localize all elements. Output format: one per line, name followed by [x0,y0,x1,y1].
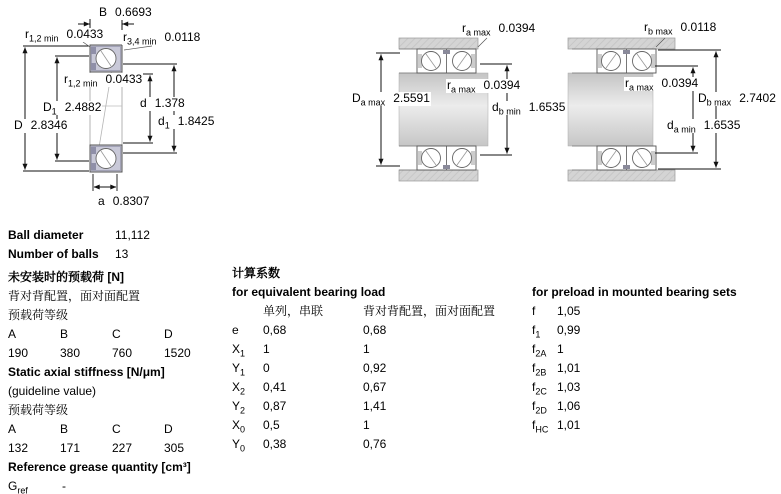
stiffness-value-d: 305 [164,441,185,455]
stiffness-title: Static axial stiffness [N/μm] [8,365,165,379]
factor-value-1: 0,87 [263,399,287,413]
factor-symbol: $Y_1$ [232,361,246,378]
preload-value-c: 760 [112,346,133,360]
grease-title: Reference grease quantity [cm³] [8,460,191,474]
stiffness-class-label: 预载荷等级 [8,403,69,417]
factor-row-y2 [232,397,522,416]
preload-factor-symbol: f [532,304,536,318]
preload-values-row [8,344,228,363]
ball-diameter-row [8,226,228,245]
factor-value-1: 0,5 [263,418,280,432]
dim-label-Dbmax: $D_{b max}$ 2.7402 [698,91,776,108]
preload-value-b: 380 [60,346,81,360]
factor-value-2: 1,41 [363,399,387,413]
dim-label-dbmin: $d_{b min}$ 1.6535 [492,100,566,117]
calc-factors-title: 计算系数 [232,266,281,280]
dim-label-B: B 0.6693 [99,5,152,19]
stiffness-class-d: D [164,422,173,436]
preload-factor-row-f [532,302,772,321]
factor-value-1: 0,41 [263,380,287,394]
calc-factors-column [232,264,522,454]
factor-row-x0 [232,416,522,435]
preload-factor-row-fhc [532,416,772,435]
dim-label-Damax: $D_{a max}$ 2.5591 [352,91,430,108]
factor-row-y0 [232,435,522,454]
dim-label-ramax-right-pair: $r_{a max}$ 0.0394 [625,76,699,93]
preload-factor-row-f2a [532,340,772,359]
factor-symbol: $X_2$ [232,380,246,397]
dim-label-a: a 0.8307 [98,194,150,208]
stiffness-class-b: B [60,422,69,436]
preload-factor-row-f1 [532,321,772,340]
dim-label-r12min-bore: $r_{1,2 min}$ 0.0433 [64,72,143,89]
preload-class-b: B [60,327,69,341]
stiffness-value-c: 227 [112,441,133,455]
preload-unmounted-title: 未安装时的预载荷 [N] [8,270,124,284]
bearing-pair-diagram-right [568,38,721,181]
dim-label-r34min: $r_{3,4 min}$ 0.0118 [123,30,201,47]
factor-value-2: 1 [363,418,370,432]
dim-label-damin: $d_{a min}$ 1.6535 [667,118,741,135]
preload-factor-row-f2b [532,359,772,378]
preload-factor-value: 1,01 [557,418,581,432]
factor-symbol: $X_1$ [232,342,246,359]
preload-factor-value: 1,05 [557,304,581,318]
number-of-balls-label: Number of balls [8,247,99,261]
preload-factor-symbol: $f_{2A}$ [532,342,547,359]
stiffness-values-row [8,439,228,458]
stiffness-value-a: 132 [8,441,29,455]
dim-label-ramax-mid-left-pair: $r_{a max}$ 0.0394 [447,78,521,95]
preload-factor-value: 0,99 [557,323,581,337]
ball-diameter-label: Ball diameter [8,228,84,242]
preload-factor-symbol: $f_{2C}$ [532,380,547,397]
dim-label-rbmax: $r_{b max}$ 0.0118 [644,20,717,37]
factor-value-2: 0,68 [363,323,387,337]
grease-row [8,477,228,494]
preload-class-label: 预载荷等级 [8,308,69,322]
preload-factor-row-f2d [532,397,772,416]
factor-symbol: $Y_0$ [232,437,246,454]
preload-factor-row-f2c [532,378,772,397]
calc-factors-subtitle: for equivalent bearing load [232,285,386,299]
dim-label-ramax-top-left-pair: $r_{a max}$ 0.0394 [462,21,536,38]
factor-symbol: e [232,323,239,337]
dim-label-D1: $D_1$ 2.4882 [43,100,102,117]
stiffness-class-c: C [112,422,121,436]
ball-diameter-value: 11,112 [115,228,150,242]
factor-value-1: 0,38 [263,437,287,451]
stiffness-class-a: A [8,422,17,436]
preload-factor-value: 1,06 [557,399,581,413]
stiffness-value-b: 171 [60,441,81,455]
left-spec-column [8,226,228,494]
factor-value-2: 1 [363,342,370,356]
factor-value-1: 1 [263,342,270,356]
factor-value-1: 0,68 [263,323,287,337]
preload-factors-column [532,283,772,435]
grease-symbol: $G_{ref}$ [8,479,28,494]
number-of-balls-row [8,245,228,264]
preload-factor-value: 1 [557,342,564,356]
dim-label-r12min-outer: $r_{1,2 min}$ 0.0433 [25,27,104,44]
calc-factors-header-row [232,302,522,321]
preload-class-header-row [8,325,228,344]
stiffness-class-header-row [8,420,228,439]
col2-header: 背对背配置，面对面配置 [363,304,496,318]
grease-value: - [62,479,66,493]
factor-value-1: 0 [263,361,270,375]
preload-factor-symbol: $f_{HC}$ [532,418,549,435]
preload-class-c: C [112,327,121,341]
factor-row-x1 [232,340,522,359]
factor-row-e [232,321,522,340]
preload-class-a: A [8,327,17,341]
factor-row-y1 [232,359,522,378]
stiffness-subtitle: (guideline value) [8,384,97,398]
factor-value-2: 0,92 [363,361,387,375]
preload-factor-symbol: $f_1$ [532,323,541,340]
preload-factor-value: 1,03 [557,380,581,394]
dim-label-D: D 2.8346 [14,118,68,132]
factor-symbol: $Y_2$ [232,399,246,416]
preload-factor-value: 1,01 [557,361,581,375]
col1-header: 单列，串联 [263,304,324,318]
factor-value-2: 0,76 [363,437,387,451]
preload-value-d: 1520 [164,346,191,360]
number-of-balls-value: 13 [115,247,129,261]
preload-factor-symbol: $f_{2D}$ [532,399,547,416]
factor-symbol: $X_0$ [232,418,246,435]
preload-class-d: D [164,327,173,341]
preload-unmounted-subtitle: 背对背配置，面对面配置 [8,289,141,303]
dim-label-d1: $d_1$ 1.8425 [158,114,215,131]
factor-row-x2 [232,378,522,397]
preload-factors-title: for preload in mounted bearing sets [532,285,737,299]
preload-factor-symbol: $f_{2B}$ [532,361,547,378]
preload-value-a: 190 [8,346,29,360]
factor-value-2: 0,67 [363,380,387,394]
dim-label-d: d 1.378 [140,96,185,110]
